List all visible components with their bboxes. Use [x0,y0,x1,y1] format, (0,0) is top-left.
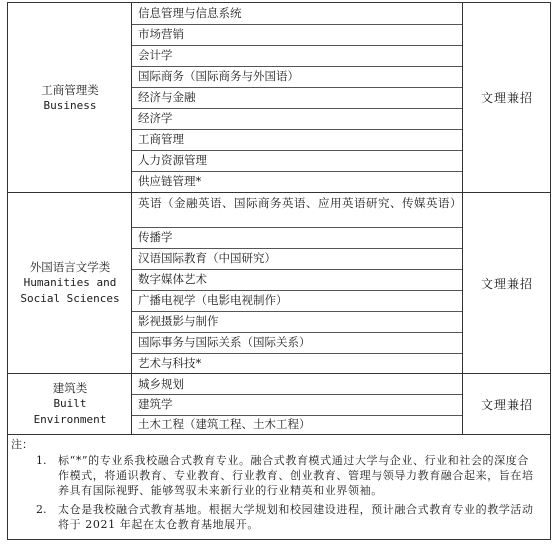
notes-heading: 注： [11,438,33,451]
note-text: 标“*”的专业系我校融合式教育专业。融合式教育模式通过大学与企业、行业和社会的深度合作模式，将通识教育、专业教育、行业教育、创业教育、管理与领导力教育融合起来，旨在培养具有国际视野、能够驾驭未来新行业的行业精英和业界领袖。 [58,454,534,497]
program-item: 影视摄影与制作 [138,314,219,328]
program-item: 会计学 [138,48,173,62]
note-number: 1. [36,454,47,467]
program-item: 经济学 [138,111,173,125]
admission-type: 文理兼招 [480,397,533,412]
program-item: 建筑学 [138,397,173,411]
program-item: 汉语国际教育（中国研究） [138,251,276,265]
program-item: 英语（金融英语、国际商务英语、应用英语研究、传媒英语） [138,196,462,210]
major-name-en: Social Sciences [20,292,120,305]
program-item: 传播学 [138,230,173,244]
major-category-humanities [8,193,132,373]
note-item [36,502,540,536]
program-item: 信息管理与信息系统 [138,6,242,20]
major-category-business [8,3,132,192]
major-name-cn: 外国语言文学类 [29,260,111,274]
program-item: 人力资源管理 [138,153,207,167]
major-name-en: Built [53,397,87,410]
program-item: 土木工程（建筑工程、土木工程） [138,417,311,431]
major-category-built-environment [8,374,132,434]
note-item [36,453,540,501]
admission-type: 文理兼招 [480,276,533,291]
note-text: 太仓是我校融合式教育基地。根据大学规划和校园建设进程，预计融合式教育专业的教学活动将于 2021 年起在太仓教育基地展开。 [58,503,534,531]
major-name-en: Environment [33,413,107,426]
program-item: 市场营销 [138,27,184,41]
admission-type: 文理兼招 [480,91,533,105]
program-item: 国际事务与国际关系（国际关系） [138,335,311,349]
program-item: 国际商务（国际商务与外国语） [138,69,299,83]
program-item: 数字媒体艺术 [138,272,207,286]
program-item: 供应链管理* [138,174,202,188]
major-name-en: Humanities and [23,276,117,289]
major-name-en: Business [43,98,97,112]
program-item: 经济与金融 [138,90,196,104]
notes-divider [8,434,550,435]
program-item: 艺术与科技* [138,355,202,370]
note-number: 2. [36,503,47,516]
majors-table [7,2,551,540]
major-name-cn: 工商管理类 [41,82,99,97]
major-name-cn: 建筑类 [52,381,88,395]
program-item: 城乡规划 [138,376,184,391]
program-item: 广播电视学（电影电视制作） [138,293,288,307]
program-item: 工商管理 [138,132,184,146]
